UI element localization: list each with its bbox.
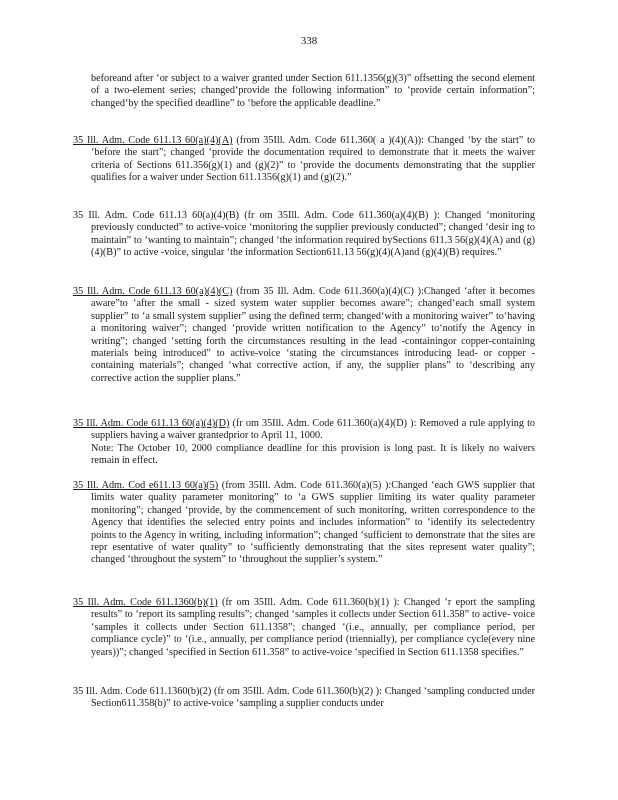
code-citation: 35 Ill. Adm. Code 611.13 60(a)(4)(A) bbox=[73, 135, 233, 146]
code-entry-b1 bbox=[73, 597, 535, 659]
code-entry-4d bbox=[73, 418, 535, 468]
code-citation: 35 Ill. Adm. Cod e611.13 60(a)(5) bbox=[73, 480, 219, 491]
entry-text: (fr om 35Ill. Adm. Code 611.360(a)(4)(B) ): Changed ‘monitoring previously conducted” to active-voice ‘monitoring the supplier previously conducted”; changed ‘desir ing to maintain” to ‘wanting to maintain”; changed ‘the information required bySections 611.3 56(g)(4)(A) and (g)(4)(B)” to active -voice, singular ‘the information Section611.13 56(g)(4)(A)and (g)(4)(B) requires.” bbox=[91, 210, 535, 259]
entry-text: (from 35 Ill. Adm. Code 611.360(a)(4)(C) ):Changed ‘after it becomes aware”to ‘after the small - sized system water supplier becomes aware”; changed‘each small system supplier” to ‘a small system supplier” using the defined term; changed‘with a monitoring waiver” to‘having a monitoring waiver”; changed ‘provide written notification to the Agency” to‘notify the Agency in writing”; changed ‘setting forth the circumstances resulting in the lead -containingor copper-containing materials being introduced” to active-voice ‘stating the circumstances introducing lead- or copper -containing materials”; changed ‘what corrective action, if any, the supplier plans” to ‘describing any corrective action the supplier plans.” bbox=[91, 286, 535, 384]
page-number: 338 bbox=[300, 35, 318, 47]
entry-text: (from 35Ill. Adm. Code 611.360( a )(4)(A)): Changed ‘by the start” to ‘before the start”; changed ‘provide the documentation required to demonstrate that it meets the waiver criteria of Sections 611.356(g)(1) and (g)(2)” to ‘provide the documents demonstrating that the supplier qualifies for a waiver under Section 611.1356(g)(1) and (g)(2).” bbox=[91, 135, 535, 184]
code-entry-a5 bbox=[73, 480, 535, 567]
code-citation: 35 Ill. Adm. Code 611.13 60(a)(4)(B) bbox=[73, 210, 240, 221]
entry-note: Note: The October 10, 2000 compliance deadline for this provision is long past. It is likely no waivers remain in effect. bbox=[91, 442, 535, 467]
entry-text: (fr om 35Ill. Adm. Code 611.360(a)(4)(D) ): Removed a rule applying to suppliers having a waiver grantedprior to April 11, 1000. bbox=[91, 418, 535, 442]
code-citation: 35 Ill. Adm. Code 611.13 60(a)(4)(C) bbox=[73, 286, 233, 297]
code-citation: 35 Ill. Adm. Code 611.13 60(a)(4)(D) bbox=[73, 418, 230, 429]
continuation-paragraph: beforeand after ‘or subject to a waiver granted under Section 611.1356(g)(3)” offsetting the second element of a two-element series; changed‘provide the following information” to ‘provide certain information”; changed‘by the specified deadline” to ‘before the applicable deadline.” bbox=[91, 73, 535, 109]
code-entry-b2 bbox=[73, 686, 535, 711]
entry-text: (fr om 35Ill. Adm. Code 611.360(b)(1) ): Changed ‘r eport the sampling results” to ‘report its sampling results”; changed ‘samples it collects under Section 611.358” to active- voice ‘samples it collects under Section 611.1358”; changed ‘(i.e., annually, per compliance period, per compliance cycle)” to ‘(i.e., annually, per compliance period (triennially), per compliance cycle(every nine years))”; changed ‘specified in Section 611.358” to active-voice ‘specified in Section 611.1358 specifies.” bbox=[91, 597, 535, 658]
code-citation: 35 Ill. Adm. Code 611.1360(b)(1) bbox=[73, 597, 218, 608]
entry-text: (from 35Ill. Adm. Code 611.360(a)(5) ):Changed ‘each GWS supplier that limits water quality parameter monitoring” to ‘a GWS supplier limiting its water quality parameter monitoring”; changed ‘provide, by the commencement of such monitoring, written correspondence to the Agency that identifies the selected entry points and includes information” to ‘identify its selectedentry points to the Agency in writing, including information”; changed ‘sufficient to demonstrate that the sites are repr esentative of water quality” to ‘sufficiently demonstrating that the sites represent water quality”; changed ‘throughout the system” to ‘throughout the supplier’s system.” bbox=[91, 480, 535, 566]
code-entry-4c bbox=[73, 286, 535, 385]
code-entry-4a bbox=[73, 135, 535, 185]
code-citation: 35 Ill. Adm. Code 611.1360(b)(2) bbox=[73, 686, 212, 697]
entry-text: (fr om 35Ill. Adm. Code 611.360(b)(2) ): Changed ‘sampling conducted under Section611.358(b)” to active-voice ‘sampling a supplier conducts under bbox=[91, 686, 535, 710]
code-entry-4b bbox=[73, 210, 535, 260]
